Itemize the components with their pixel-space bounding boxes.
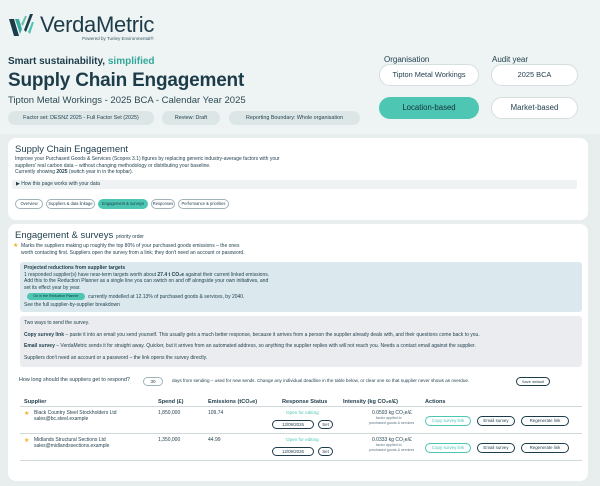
deadline-date-input[interactable]: 12/09/2026 (272, 447, 314, 456)
intro-line-2: suppliers' real carbon data – without changing methodology or distributing your baseline. (15, 162, 211, 169)
audit-year-label: Audit year (492, 55, 529, 64)
supplier-name: Midlands Structural Sections Ltd (34, 437, 106, 443)
tab-engagement-surveys[interactable]: Engagement & surveys (98, 199, 148, 209)
supplier-emissions: 44.99 (208, 437, 221, 443)
column-header-intensity: Intensity (kg CO₂e/£) (343, 399, 399, 405)
row-divider (20, 460, 582, 461)
regenerate-link-button[interactable]: Regenerate link (521, 416, 569, 426)
supplier-name: Black Country Steel Stockholders Ltd (34, 410, 117, 416)
header (0, 0, 600, 134)
email-survey-button[interactable]: Email survey (477, 443, 515, 453)
regenerate-link-button[interactable]: Regenerate link (521, 443, 569, 453)
ways-title: Two ways to send the survey. (24, 320, 90, 326)
email-survey-button[interactable]: Email survey (477, 416, 515, 426)
priority-note-line-2: worth contacting first. Suppliers open the survey from a link; they don't need an account or password. (21, 249, 245, 256)
verdametric-logo-icon (8, 12, 34, 38)
priority-star-icon: ★ (24, 438, 30, 444)
organisation-label: Organisation (384, 55, 430, 64)
deadline-date-input[interactable]: 12/09/2026 (272, 420, 314, 429)
supplier-emissions: 109.74 (208, 410, 224, 416)
star-icon: ★ (13, 243, 19, 249)
supplier-intensity: 0.0333 kg CO₂e/£ (372, 437, 412, 443)
tab-suppliers-data-linkage[interactable]: Suppliers & data linkage (46, 199, 95, 209)
email-survey-explainer: Email survey – VerdaMetric sends it for straight away. Quicker, but it arrives from an automated address, so anything the supplier replies with will not reach you. Needs a contact email against the supplier. (24, 343, 476, 349)
brand-name: VerdaMetric (40, 12, 155, 37)
set-deadline-button[interactable]: Set (318, 447, 333, 456)
intro-title: Supply Chain Engagement (15, 144, 129, 155)
intensity-note-1: factor applied to (376, 416, 402, 420)
intro-line-1: Improve your Purchased Goods & Services (Scopes 3.1) figures by replacing generic industry-average factors with your (15, 156, 280, 162)
supplier-intensity: 0.0593 kg CO₂e/£ (372, 410, 412, 416)
powered-by: Powered by Tunley Environmental® (82, 36, 154, 41)
priority-note-line-1: Marks the suppliers making up roughly the top 80% of your purchased goods emissions – the ones (21, 243, 240, 249)
tab-performance-priorities[interactable]: Performance & priorities (178, 199, 229, 209)
set-deadline-button[interactable]: Set (318, 420, 333, 429)
response-days-input[interactable]: 30 (143, 377, 163, 386)
supplier-spend: 1,350,000 (158, 437, 181, 443)
response-days-help: days from sending – used for new sends. Change any individual deadline in the table below, or clear one so that supplier never shows as overdue. (172, 378, 470, 383)
column-header-response-status: Response Status (282, 399, 328, 405)
page-subtitle: Tipton Metal Workings - 2025 BCA - Calendar Year 2025 (8, 95, 246, 106)
organisation-select[interactable]: Tipton Metal Workings (379, 64, 479, 86)
column-header-supplier: Supplier (24, 399, 47, 405)
projection-title: Projected reductions from supplier targets (24, 265, 126, 271)
response-status: Open for editing (286, 410, 319, 415)
column-header-spend: Spend (£) (158, 399, 184, 405)
supplier-email: sales@midlandssections.example (34, 443, 110, 449)
supplier-breakdown-link[interactable]: See the full supplier-by-supplier breakdown (24, 302, 120, 308)
no-account-note: Suppliers don't need an account or a password – the link opens the survey directly. (24, 355, 208, 361)
priority-star-icon: ★ (24, 411, 30, 417)
audit-year-select[interactable]: 2025 BCA (491, 64, 578, 86)
column-header-actions: Actions (425, 399, 446, 405)
supplier-email: sales@bc.steel.example (34, 416, 89, 422)
projection-line-2: Add this to the Reduction Planner as a single line you can switch on and off alongside your own initiatives, and (24, 278, 269, 284)
engagement-title: Engagement & surveys priority order (15, 230, 144, 241)
reduction-planner-toggle[interactable]: On in the Reduction Planner (27, 293, 85, 300)
tab-responses[interactable]: Responses (151, 199, 175, 209)
review-status-pill: Review: Draft (162, 111, 220, 125)
market-based-toggle[interactable]: Market-based (491, 97, 578, 119)
reporting-boundary-pill: Reporting Boundary: Whole organisation (229, 111, 360, 125)
copy-link-explainer: Copy survey link – paste it into an email you send yourself. This usually gets a much better response, because it arrives from a person the supplier already deals with, and their questions come back to you. (24, 332, 480, 338)
location-based-toggle[interactable]: Location-based (379, 97, 479, 119)
supplier-spend: 1,850,000 (158, 410, 181, 416)
table-header-divider (20, 406, 582, 407)
how-page-works-toggle[interactable]: ▶ How this page works with your data (12, 180, 577, 189)
factor-set-pill: Factor set: DESNZ 2025 - Full Factor Set (2025) (8, 111, 154, 125)
intro-line-3: Currently showing 2025 (switch year in in the topbar). (15, 169, 134, 175)
save-default-button[interactable]: Save default (516, 377, 550, 386)
column-header-emissions: Emissions (tCO₂e) (208, 399, 258, 405)
copy-survey-link-button[interactable]: Copy survey link (425, 416, 471, 426)
intensity-note-2: purchased goods & services (369, 447, 415, 452)
respond-question: How long should the suppliers get to respond? (19, 377, 130, 383)
projection-badge-text: currently modelled at 12.13% of purchased goods & services, by 2040. (88, 294, 245, 300)
tagline: Smart sustainability, simplified (8, 56, 155, 67)
row-divider (20, 433, 582, 434)
page-title: Supply Chain Engagement (8, 70, 245, 91)
copy-survey-link-button[interactable]: Copy survey link (425, 443, 471, 453)
tab-overview[interactable]: Overview (15, 199, 43, 209)
intensity-note-2: purchased goods & services (369, 420, 415, 425)
intensity-note-1: factor applied to (376, 443, 402, 447)
response-status: Open for editing (286, 437, 319, 442)
projection-line-1: 1 responded supplier(s) have near-term targets worth about 27.4 t CO₂e against their current linked emissions. (24, 271, 270, 278)
projection-line-3: set its effect year by year. (24, 284, 81, 291)
